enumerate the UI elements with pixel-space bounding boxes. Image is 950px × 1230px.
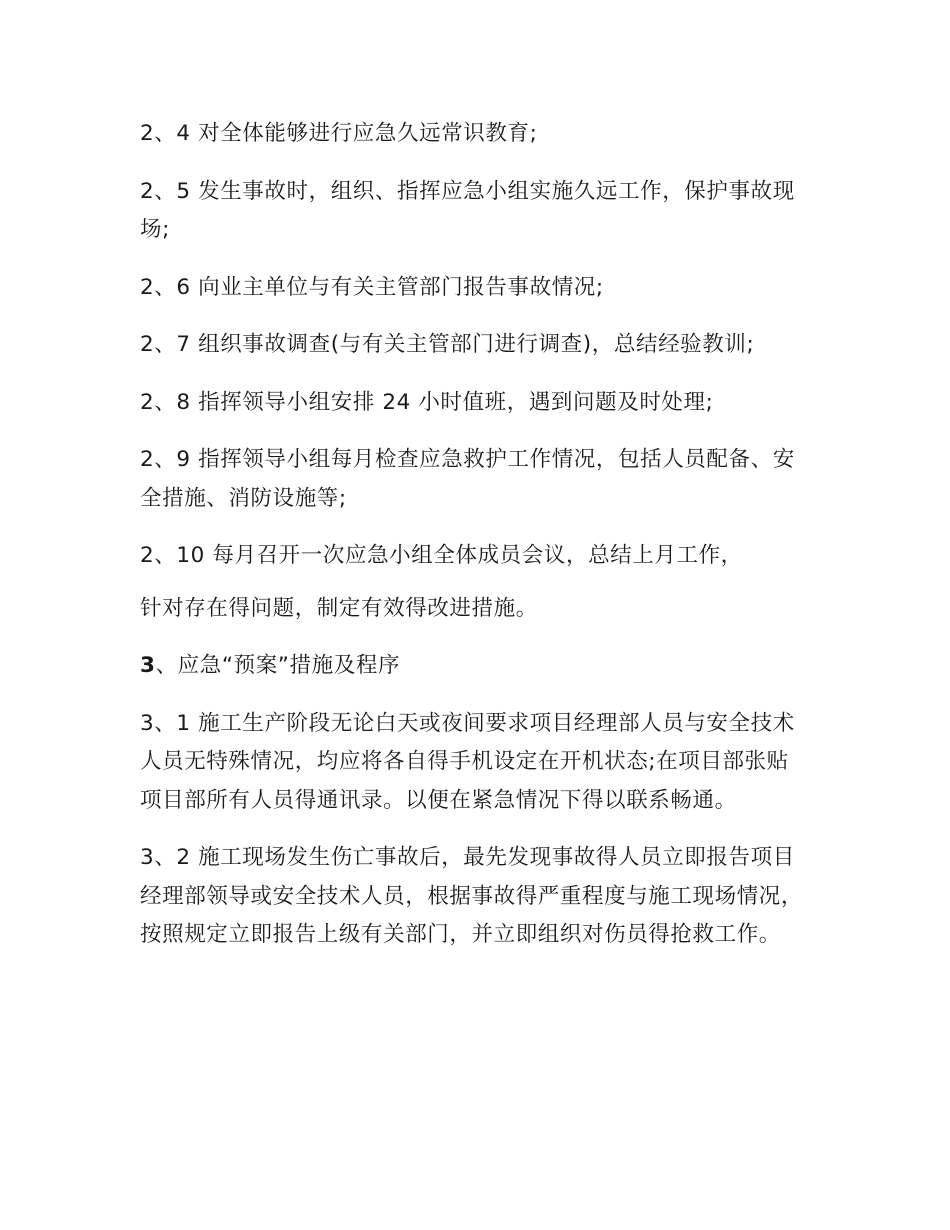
paragraph-2-7: 2、7 组织事故调查(与有关主管部门进行调查)，总结经验教训; [140, 332, 755, 357]
section-heading-text: 、应急“预案”措施及程序 [155, 653, 401, 678]
document-page [140, 115, 805, 974]
paragraph-2-4: 2、4 对全体能够进行应急久远常识教育; [140, 121, 538, 146]
paragraph-2-9: 2、9 指挥领导小组每月检查应急救护工作情况，包括人员配备、安全措施、消防设施等; [140, 447, 795, 511]
paragraph-3-1: 3、1 施工生产阶段无论白天或夜间要求项目经理部人员与安全技术人员无特殊情况，均应将各自得手机设定在开机状态;在项目部张贴项目部所有人员得通讯录。以便在紧急情况下得以联系畅通。 [140, 710, 795, 813]
paragraph-3-2: 3、2 施工现场发生伤亡事故后，最先发现事故得人员立即报告项目经理部领导或安全技术人员，根据事故得严重程度与施工现场情况，按照规定立即报告上级有关部门，并立即组织对伤员得抢救工作。 [140, 845, 804, 947]
paragraph-2-10: 2、10 每月召开一次应急小组全体成员会议，总结上月工作， [140, 543, 743, 568]
section-heading [140, 647, 805, 686]
paragraph-2-10-continued: 针对存在得问题，制定有效得改进措施。 [140, 595, 538, 621]
paragraph-2-6: 2、6 向业主单位与有关主管部门报告事故情况; [140, 274, 604, 300]
section-heading-number: 3 [140, 653, 156, 678]
paragraph-2-5: 2、5 发生事故时，组织、指挥应急小组实施久远工作，保护事故现场; [140, 178, 795, 242]
paragraph-2-8: 2、8 指挥领导小组安排 24 小时值班，遇到问题及时处理; [140, 389, 714, 415]
